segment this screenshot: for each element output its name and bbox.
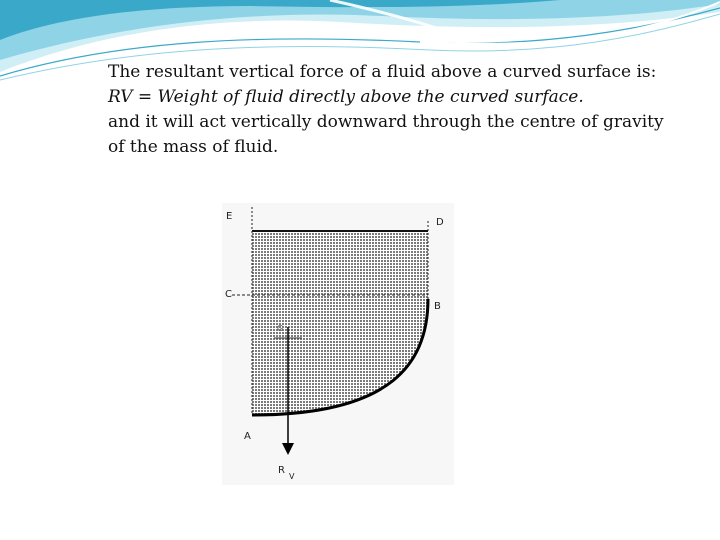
label-a: A [244,431,251,442]
label-d: D [436,217,444,228]
body-text [108,60,668,160]
label-e: E [226,211,233,222]
curved-surface-diagram [222,203,454,485]
label-v: V [289,472,295,481]
label-b: B [434,301,441,312]
text-line-2: RV = Weight of fluid directly above the curved surface. [108,87,584,107]
label-r: R [278,465,285,476]
label-c: C [225,289,232,300]
text-line-1: The resultant vertical force of a fluid above a curved surface is: [108,62,657,82]
text-line-3: and it will act vertically downward through the centre of gravity of the mass of fluid. [108,112,664,157]
label-g: G [277,324,284,333]
